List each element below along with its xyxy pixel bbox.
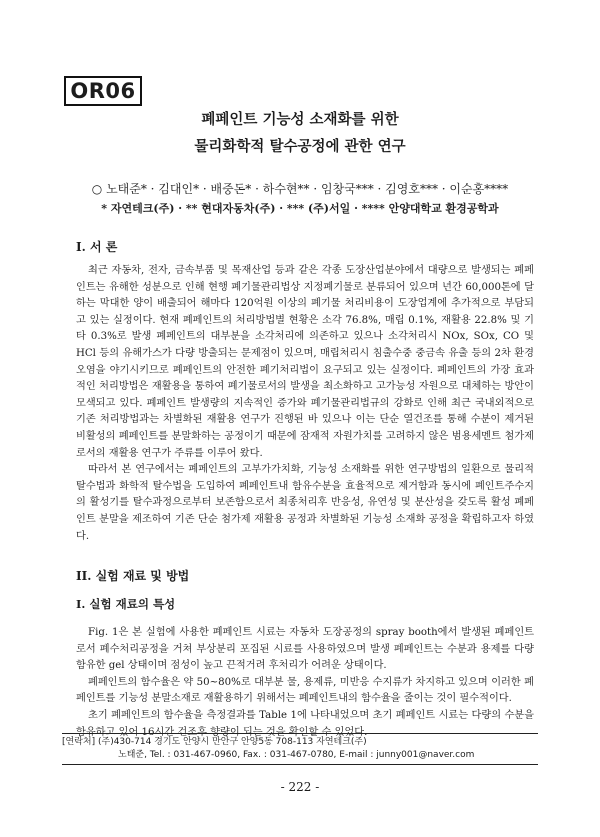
author-list: ○ 노태준* · 김대인* · 배중돈* · 하수현** · 임창국*** · 김영호*** · 이순홍**** xyxy=(91,182,509,196)
subsection-heading: I. 실험 재료의 특성 xyxy=(76,597,176,611)
section-1-paragraph: 따라서 본 연구에서는 폐페인트의 고부가가치화, 기능성 소재화를 위한 연구방법의 일환으로 물리적 탈수법과 화학적 탈수법을 도입하여 폐페인트내 함유수분을 효율적으로 제거함과 동시에 폐인트주수지의 활성기를 탈수과정으로부터 보존함으로서 최종처리후 반응성, 유연성 및 분산성을 갖도록 활성 폐페인트 분말을 제조하여 기존 단순 첨가제 재활용 공정과 차별화된 기능성 소재화 공정을 확립하고자 하였다. xyxy=(76,464,534,542)
contact-block xyxy=(62,736,538,762)
section-2-paragraph: Fig. 1은 본 실험에 사용한 폐페인트 시료는 자동차 도장공정의 spray booth에서 발생된 폐페인트로서 폐수처리공정을 거쳐 부상분리 포집된 시료를 사용하였으며 발생 폐페인트는 수분과 용제를 다량 함유한 gel 상태이며 점성이 높고 끈적거려 후처리가 어려운 상태이다. xyxy=(76,627,534,672)
section-2-body xyxy=(76,625,534,741)
contact-fax: Fax. : 031-467-0780, xyxy=(242,750,337,760)
section-1-heading: I. 서 론 xyxy=(76,240,118,254)
contact-tel: Tel. : 031-467-0960, xyxy=(149,750,241,760)
section-2-paragraph: 초기 폐페인트의 함수율을 측정결과를 Table 1에 나타내었으며 초기 폐페인트 시료는 다량의 수분을 함유하고 있어 16시간 건조후 향량이 되는 것을 확인할 수 있었다. xyxy=(76,709,534,738)
section-1-paragraph: 최근 자동차, 전자, 금속부품 및 목재산업 등과 같은 각종 도장산업분야에서 대량으로 발생되는 폐페인트는 유해한 성분으로 인해 현행 폐기물관리법상 지정폐기물로 분류되어 있으며 년간 60,000톤에 달하는 막대한 양이 배출되어 해마다 120억원 이상의 폐기물 처리비용이 도장업계에 추가적으로 부담되고 있는 실정이다. 현재 폐페인트의 처리방법별 현황은 소각 76.8%, 매립 0.1%, 재활용 22.8% 및 기타 0.3%로 발생 폐페인트의 대부분을 소각처리에 의존하고 있으나 소각처리시 NOx, SOx, CO 및 HCl 등의 유해가스가 다량 방출되는 문제점이 있으며, 매립처리시 침출수중 중금속 유출 등의 2차 환경오염을 야기시키므로 폐페인트의 안전한 폐기처리법이 요구되고 있는 실정이다. 폐페인트의 가장 효과적인 처리방법은 재활용을 통하여 폐기물로서의 발생을 최소화하고 고가능성 자원으로 대체하는 방안이 모색되고 있다. 폐페인트 발생량의 지속적인 증가와 폐기물관리법규의 강화로 인해 최근 국내외적으로 기존 처리방법과는 차별화된 재활용 연구가 진행된 바 있으나 이는 단순 열건조를 통해 수분이 제거된 비활성의 폐페인트를 분말화하는 공정이기 때문에 잠재적 자원가치를 고려하지 않은 범용세멘트 첨가제로서의 재활용 연구가 주류를 이루어 왔다. xyxy=(76,265,534,459)
title-line-2: 물리화학적 탈수공정에 관한 연구 xyxy=(194,138,406,155)
section-2-paragraph: 폐페인트의 함수율은 약 50~80%로 대부분 물, 용제류, 미반응 수지류가 차지하고 있으며 이러한 폐페인트를 기능성 분말소재로 재활용하기 위해서는 폐페인트내의 함수율을 줄이는 것이 필수적이다. xyxy=(76,676,534,705)
section-1-body xyxy=(76,263,534,545)
contact-address: (주)430-714 경기도 안양시 만안구 안양5동 708-113 자연테크(주) xyxy=(97,737,367,747)
affiliation-list: * 자연테크(주) · ** 현대자동차(주) · *** (주)서일 · **** 안양대학교 환경공학과 xyxy=(101,202,499,215)
paper-code-box xyxy=(64,76,142,106)
contact-email: E-mail : junny001@naver.com xyxy=(339,750,475,760)
contact-bottom-divider xyxy=(62,764,538,765)
contact-name: 노태준 xyxy=(118,750,145,760)
page-number: - 222 - xyxy=(280,780,320,794)
paper-code: OR06 xyxy=(70,79,136,103)
title-line-1: 폐페인트 기능성 소재화를 위한 xyxy=(201,111,399,128)
contact-label: [연락처] xyxy=(62,737,96,747)
contact-address-row xyxy=(62,736,538,749)
section-2-heading: II. 실험 재료 및 방법 xyxy=(76,569,190,583)
contact-divider xyxy=(62,733,538,734)
contact-details-row: 노태준, Tel. : 031-467-0960, Fax. : 031-467-0780, E-mail : junny001@naver.com xyxy=(118,750,475,760)
